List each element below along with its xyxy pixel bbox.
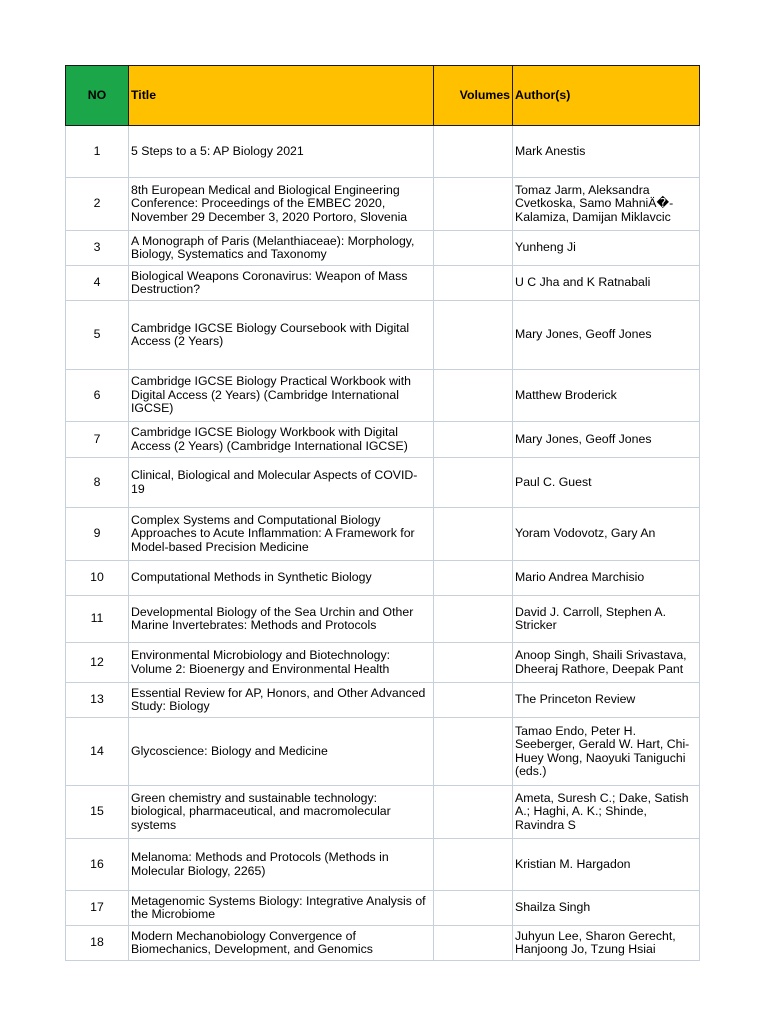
cell-authors[interactable]: Yunheng Ji (513, 231, 700, 266)
cell-title[interactable]: Developmental Biology of the Sea Urchin and Other Marine Invertebrates: Methods and Protocols (129, 596, 434, 643)
cell-no[interactable]: 15 (66, 786, 129, 839)
cell-volumes[interactable] (434, 839, 513, 891)
cell-authors[interactable]: Mario Andrea Marchisio (513, 561, 700, 596)
cell-volumes[interactable] (434, 596, 513, 643)
cell-no[interactable]: 6 (66, 370, 129, 422)
cell-authors[interactable]: Matthew Broderick (513, 370, 700, 422)
cell-authors[interactable]: The Princeton Review (513, 683, 700, 718)
cell-authors[interactable]: Mary Jones, Geoff Jones (513, 301, 700, 370)
cell-volumes[interactable] (434, 891, 513, 926)
table-row (66, 422, 700, 458)
cell-title[interactable]: A Monograph of Paris (Melanthiaceae): Morphology, Biology, Systematics and Taxonomy (129, 231, 434, 266)
table-row (66, 126, 700, 178)
cell-title[interactable]: Computational Methods in Synthetic Biology (129, 561, 434, 596)
cell-no[interactable]: 10 (66, 561, 129, 596)
cell-authors[interactable]: Juhyun Lee, Sharon Gerecht, Hanjoong Jo, Tzung Hsiai (513, 926, 700, 961)
table-row (66, 718, 700, 786)
cell-title[interactable]: 8th European Medical and Biological Engineering Conference: Proceedings of the EMBEC 2020, November 29 December 3, 2020 Portoro, Slovenia (129, 178, 434, 231)
cell-no[interactable]: 13 (66, 683, 129, 718)
cell-no[interactable]: 18 (66, 926, 129, 961)
cell-title[interactable]: Environmental Microbiology and Biotechnology: Volume 2: Bioenergy and Environmental Health (129, 643, 434, 683)
cell-title[interactable]: 5 Steps to a 5: AP Biology 2021 (129, 126, 434, 178)
cell-authors[interactable]: Yoram Vodovotz, Gary An (513, 508, 700, 561)
table-row (66, 839, 700, 891)
cell-no[interactable]: 8 (66, 458, 129, 508)
cell-authors[interactable]: David J. Carroll, Stephen A. Stricker (513, 596, 700, 643)
table-row (66, 178, 700, 231)
cell-volumes[interactable] (434, 178, 513, 231)
cell-no[interactable]: 3 (66, 231, 129, 266)
cell-title[interactable]: Melanoma: Methods and Protocols (Methods in Molecular Biology, 2265) (129, 839, 434, 891)
cell-volumes[interactable] (434, 786, 513, 839)
table-row (66, 683, 700, 718)
table-row (66, 458, 700, 508)
table-row (66, 926, 700, 961)
cell-volumes[interactable] (434, 683, 513, 718)
cell-title[interactable]: Metagenomic Systems Biology: Integrative Analysis of the Microbiome (129, 891, 434, 926)
table-row (66, 508, 700, 561)
cell-authors[interactable]: Ameta, Suresh C.; Dake, Satish A.; Haghi, A. K.; Shinde, Ravindra S (513, 786, 700, 839)
cell-no[interactable]: 9 (66, 508, 129, 561)
table-row (66, 561, 700, 596)
header-no[interactable]: NO (66, 66, 129, 126)
cell-volumes[interactable] (434, 266, 513, 301)
cell-no[interactable]: 7 (66, 422, 129, 458)
cell-title[interactable]: Biological Weapons Coronavirus: Weapon of Mass Destruction? (129, 266, 434, 301)
cell-no[interactable]: 11 (66, 596, 129, 643)
table-row (66, 891, 700, 926)
cell-volumes[interactable] (434, 301, 513, 370)
cell-volumes[interactable] (434, 643, 513, 683)
cell-authors[interactable]: Mary Jones, Geoff Jones (513, 422, 700, 458)
cell-no[interactable]: 2 (66, 178, 129, 231)
cell-no[interactable]: 5 (66, 301, 129, 370)
cell-title[interactable]: Essential Review for AP, Honors, and Other Advanced Study: Biology (129, 683, 434, 718)
cell-no[interactable]: 17 (66, 891, 129, 926)
cell-title[interactable]: Modern Mechanobiology Convergence of Biomechanics, Development, and Genomics (129, 926, 434, 961)
book-table (65, 65, 700, 961)
table-row (66, 231, 700, 266)
table-row (66, 643, 700, 683)
table-row (66, 370, 700, 422)
cell-no[interactable]: 14 (66, 718, 129, 786)
cell-title[interactable]: Cambridge IGCSE Biology Coursebook with Digital Access (2 Years) (129, 301, 434, 370)
cell-volumes[interactable] (434, 926, 513, 961)
cell-title[interactable]: Cambridge IGCSE Biology Workbook with Digital Access (2 Years) (Cambridge International IGCSE) (129, 422, 434, 458)
cell-authors[interactable]: Tamao Endo, Peter H. Seeberger, Gerald W. Hart, Chi-Huey Wong, Naoyuki Taniguchi (eds.) (513, 718, 700, 786)
header-volumes[interactable]: Volumes (434, 66, 513, 126)
table-row (66, 786, 700, 839)
cell-volumes[interactable] (434, 718, 513, 786)
cell-volumes[interactable] (434, 231, 513, 266)
cell-authors[interactable]: Paul C. Guest (513, 458, 700, 508)
cell-authors[interactable]: Shailza Singh (513, 891, 700, 926)
cell-volumes[interactable] (434, 508, 513, 561)
header-authors[interactable]: Author(s) (513, 66, 700, 126)
cell-volumes[interactable] (434, 458, 513, 508)
cell-title[interactable]: Complex Systems and Computational Biology Approaches to Acute Inflammation: A Framework for Model-based Precision Medicine (129, 508, 434, 561)
cell-volumes[interactable] (434, 370, 513, 422)
header-row (66, 66, 700, 126)
cell-authors[interactable]: Kristian M. Hargadon (513, 839, 700, 891)
cell-authors[interactable]: Tomaz Jarm, Aleksandra Cvetkoska, Samo MahniÄ�-Kalamiza, Damijan Miklavcic (513, 178, 700, 231)
cell-no[interactable]: 1 (66, 126, 129, 178)
cell-volumes[interactable] (434, 126, 513, 178)
cell-authors[interactable]: Anoop Singh, Shaili Srivastava, Dheeraj Rathore, Deepak Pant (513, 643, 700, 683)
cell-title[interactable]: Clinical, Biological and Molecular Aspects of COVID-19 (129, 458, 434, 508)
cell-title[interactable]: Glycoscience: Biology and Medicine (129, 718, 434, 786)
header-title[interactable]: Title (129, 66, 434, 126)
cell-volumes[interactable] (434, 422, 513, 458)
table-row (66, 596, 700, 643)
cell-title[interactable]: Green chemistry and sustainable technology: biological, pharmaceutical, and macromolecular systems (129, 786, 434, 839)
cell-volumes[interactable] (434, 561, 513, 596)
table-row (66, 266, 700, 301)
cell-title[interactable]: Cambridge IGCSE Biology Practical Workbook with Digital Access (2 Years) (Cambridge International IGCSE) (129, 370, 434, 422)
cell-no[interactable]: 4 (66, 266, 129, 301)
cell-no[interactable]: 16 (66, 839, 129, 891)
table-row (66, 301, 700, 370)
cell-authors[interactable]: U C Jha and K Ratnabali (513, 266, 700, 301)
cell-no[interactable]: 12 (66, 643, 129, 683)
cell-authors[interactable]: Mark Anestis (513, 126, 700, 178)
